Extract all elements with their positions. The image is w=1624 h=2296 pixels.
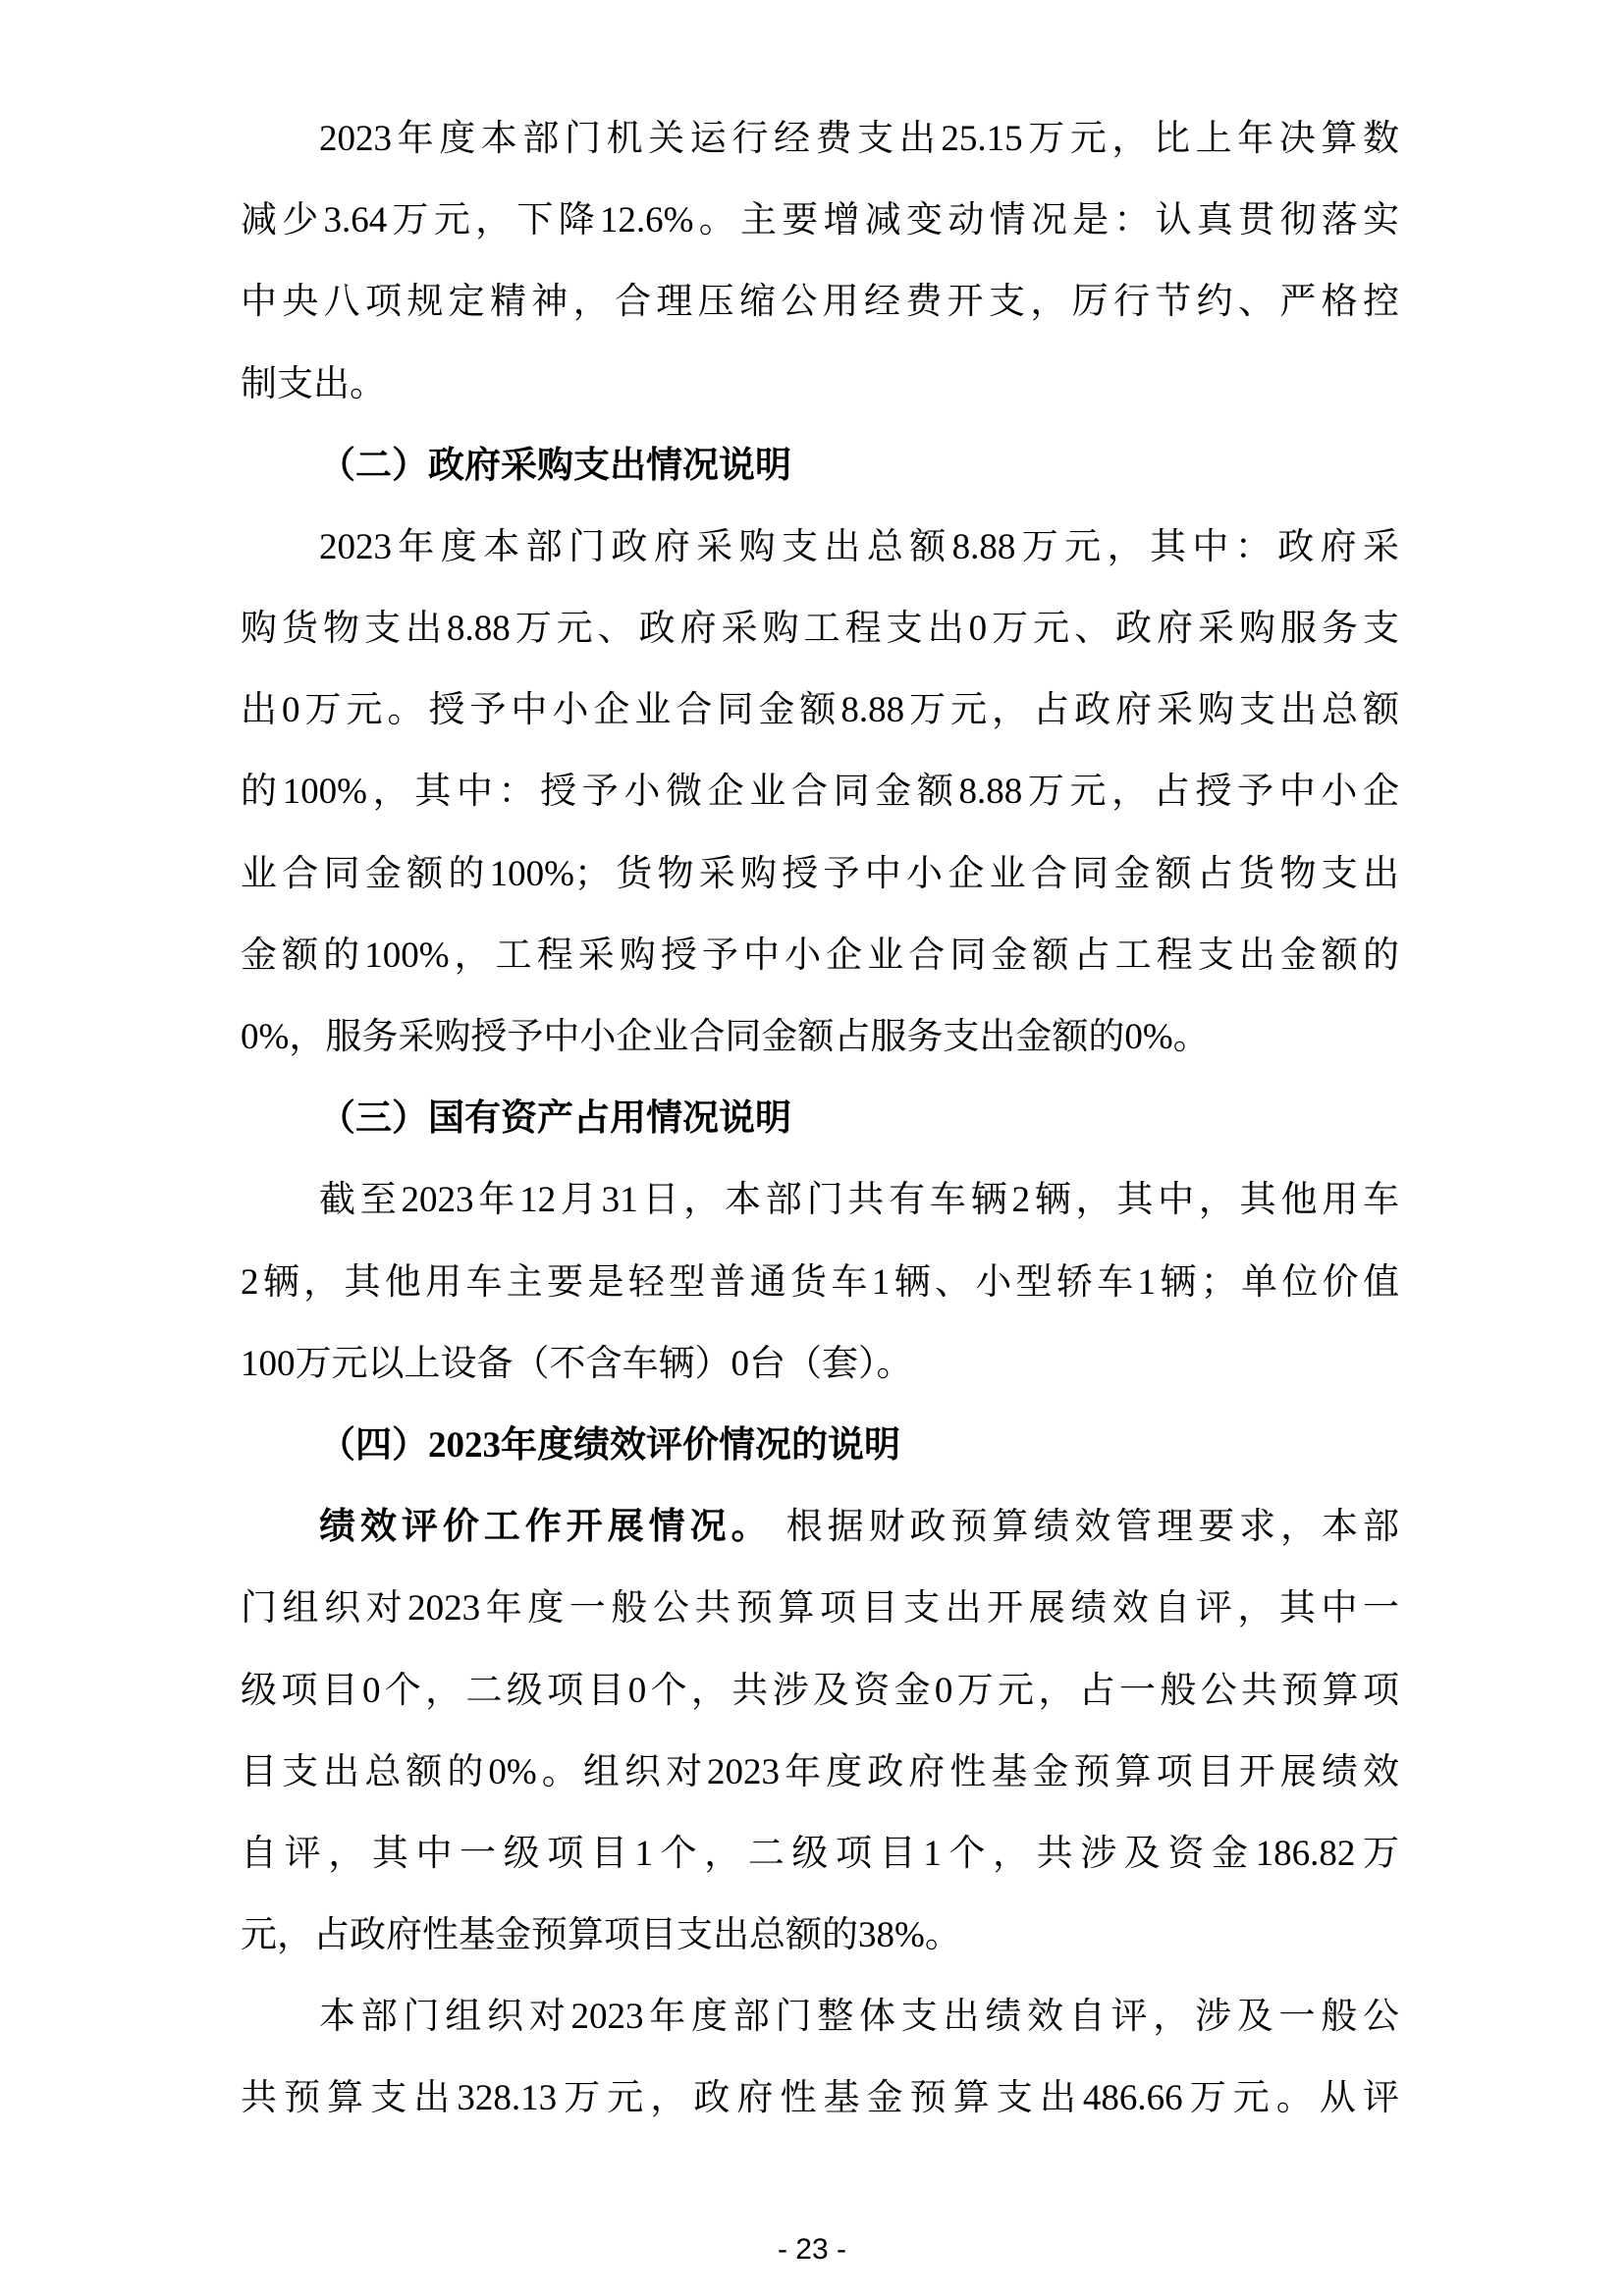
paragraph-5-line-1: 本部门组织对2023年度部门整体支出绩效自评，涉及一般公 [319, 1997, 1399, 2037]
paragraph-4-lead-bold: 绩效评价工作开展情况。 [319, 1507, 773, 1547]
paragraph-4-line-1 [319, 1506, 1399, 1549]
paragraph-1-line-2: 减少3.64万元，下降12.6%。主要增减变动情况是：认真贯彻落实 [241, 200, 1399, 240]
paragraph-2-line-3: 出0万元。授予中小企业合同金额8.88万元，占政府采购支出总额 [241, 690, 1399, 730]
section-heading-performance-evaluation: （四）2023年度绩效评价情况的说明 [319, 1425, 900, 1466]
paragraph-4-line-2: 门组织对2023年度一般公共预算项目支出开展绩效自评，其中一 [241, 1588, 1399, 1629]
paragraph-2-line-1: 2023年度本部门政府采购支出总额8.88万元，其中：政府采 [319, 527, 1399, 567]
paragraph-2-line-6: 金额的100%，工程采购授予中小企业合同金额占工程支出金额的 [241, 935, 1399, 976]
paragraph-1-line-3: 中央八项规定精神，合理压缩公用经费开支，厉行节约、严格控 [241, 282, 1399, 322]
section-heading-procurement: （二）政府采购支出情况说明 [319, 446, 791, 486]
paragraph-1-line-4: 制支出。 [241, 364, 386, 404]
paragraph-2-line-2: 购货物支出8.88万元、政府采购工程支出0万元、政府采购服务支 [241, 609, 1399, 649]
paragraph-3-line-2: 2辆，其他用车主要是轻型普通货车1辆、小型轿车1辆；单位价值 [241, 1262, 1399, 1303]
section-heading-state-assets: （三）国有资产占用情况说明 [319, 1098, 791, 1139]
paragraph-3-line-1: 截至2023年12月31日，本部门共有车辆2辆，其中，其他用车 [319, 1180, 1399, 1220]
paragraph-2-line-4: 的100%，其中：授予小微企业合同金额8.88万元，占授予中小企 [241, 772, 1399, 812]
paragraph-3-line-3: 100万元以上设备（不含车辆）0台（套）。 [241, 1344, 913, 1384]
paragraph-4-line-6: 元，占政府性基金预算项目支出总额的38%。 [241, 1915, 961, 1955]
paragraph-5-line-2: 共预算支出328.13万元，政府性基金预算支出486.66万元。从评 [241, 2078, 1399, 2118]
paragraph-2-line-5: 业合同金额的100%；货物采购授予中小企业合同金额占货物支出 [241, 854, 1399, 894]
page-number: - 23 - [777, 2233, 847, 2266]
paragraph-4-line-5: 自评，其中一级项目1个，二级项目1个，共涉及资金186.82万 [241, 1834, 1399, 1874]
paragraph-4-line-4: 目支出总额的0%。组织对2023年度政府性基金预算项目开展绩效 [241, 1752, 1399, 1792]
paragraph-2-line-7: 0%，服务采购授予中小企业合同金额占服务支出金额的0%。 [241, 1017, 1210, 1057]
paragraph-4-line-3: 级项目0个，二级项目0个，共涉及资金0万元，占一般公共预算项 [241, 1671, 1399, 1711]
paragraph-4-line-1-rest: 根据财政预算绩效管理要求，本部 [772, 1507, 1400, 1547]
paragraph-1-line-1: 2023年度本部门机关运行经费支出25.15万元，比上年决算数 [319, 119, 1399, 159]
